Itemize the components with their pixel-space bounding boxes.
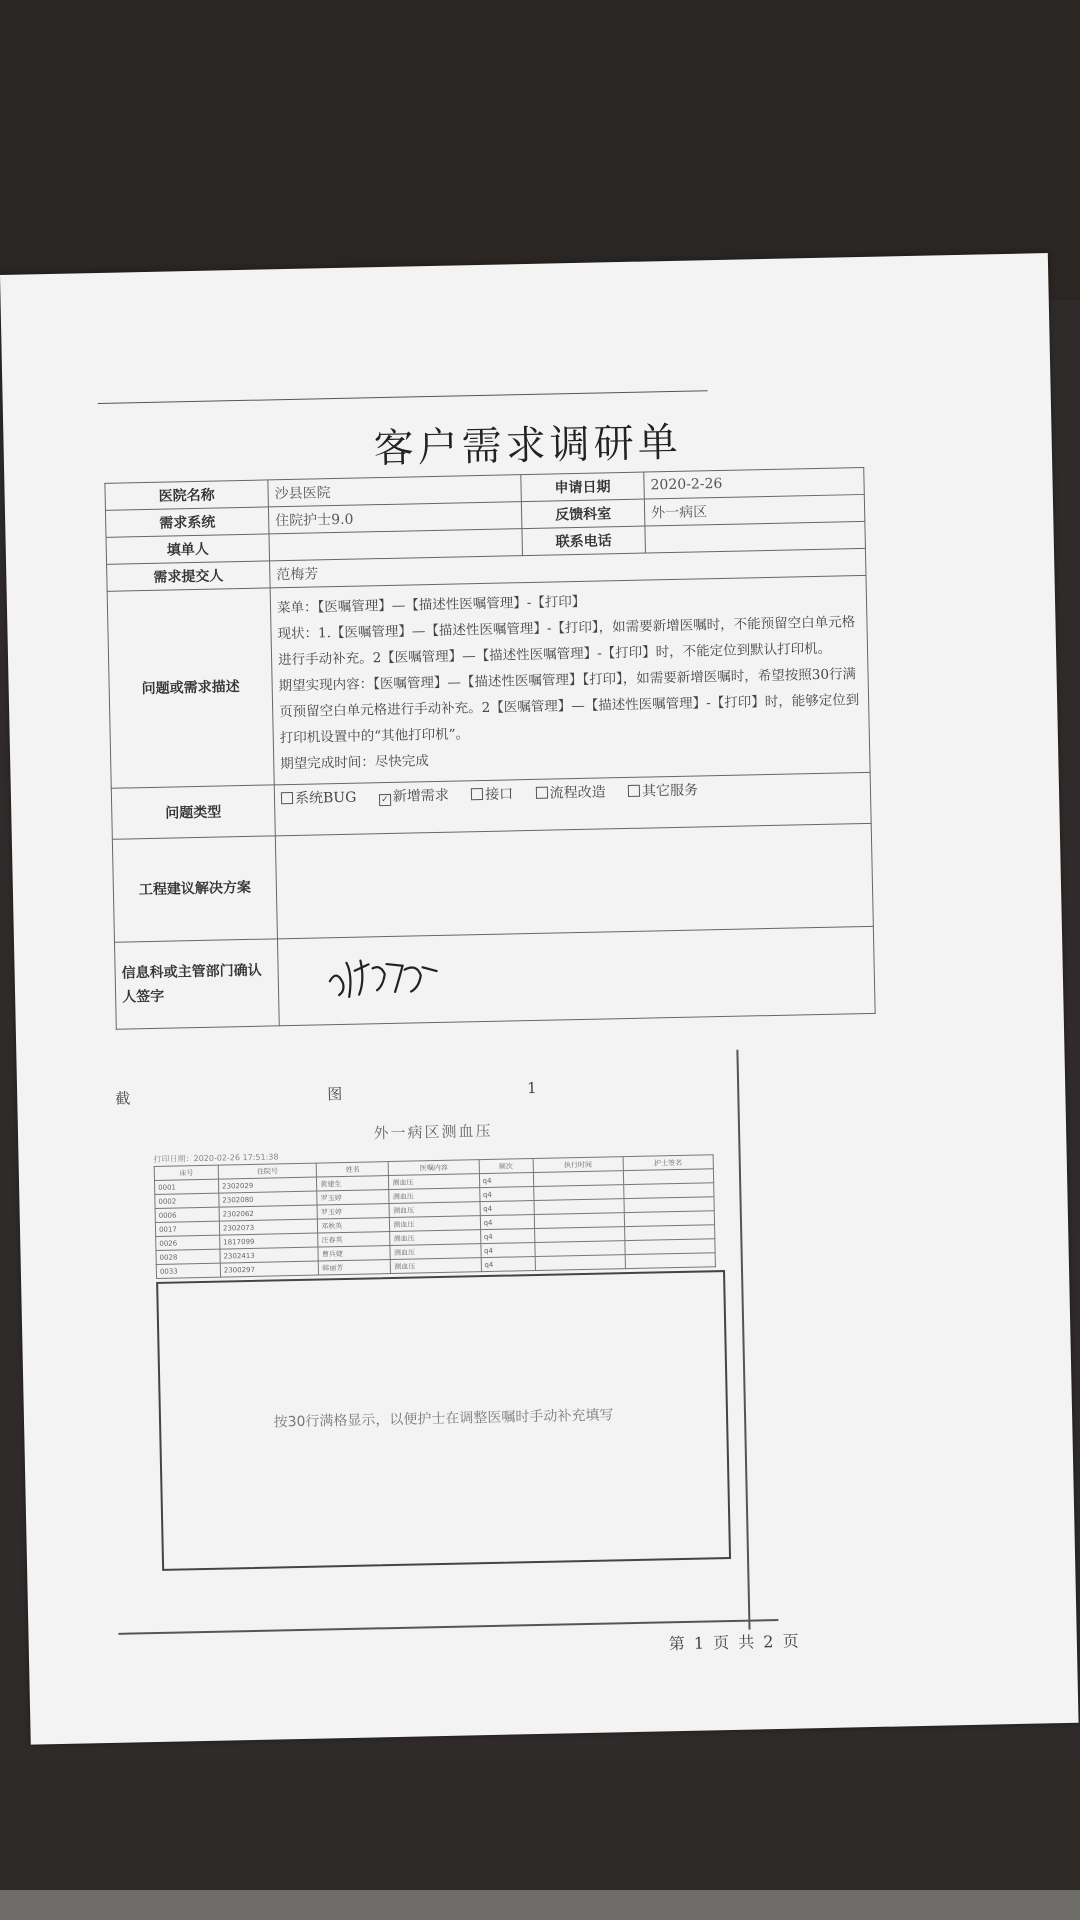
signature-cell: [277, 926, 875, 1025]
screenshot-print-time: 打印日期：2020-02-26 17:51:38: [153, 1152, 279, 1164]
col-exec-time: 执行时间: [533, 1157, 623, 1173]
problem-type-label: 问题类型: [111, 785, 275, 839]
blank-area-box: [156, 1270, 731, 1571]
signoff-label: 信息科或主管部门确认人签字: [114, 939, 279, 1029]
description-body: [270, 575, 870, 784]
hospital-label: 医院名称: [105, 480, 269, 510]
document-page: [0, 253, 1079, 1745]
engineer-value: [275, 823, 873, 938]
embedded-screenshot: [153, 1107, 863, 1612]
description-current: 现状：1.【医嘱管理】—【描述性医嘱管理】-【打印】，如需要新增医嘱时，不能预留空白单元格进行手动补充。2【医嘱管理】—【描述性医嘱管理】-【打印】时，不能定位到默认打印机。: [277, 614, 856, 669]
header-rule: [98, 390, 708, 404]
checkbox-icon: [471, 788, 483, 800]
hospital-value: 沙县医院: [268, 475, 522, 507]
date-label: 申请日期: [521, 472, 645, 502]
screenshot-title: 外一病区测血压: [373, 1121, 493, 1143]
request-form: [104, 467, 875, 1030]
checkbox-icon: [628, 785, 640, 797]
option-bug[interactable]: 系统BUG: [281, 787, 357, 809]
checkbox-icon: [281, 792, 293, 804]
table-row: 0028 2302413 曹兵婕 测血压 q4: [156, 1239, 715, 1265]
engineer-label: 工程建议解决方案: [112, 836, 277, 942]
caption-char-1: 截: [115, 1089, 131, 1108]
checkbox-icon: [535, 787, 547, 799]
option-interface[interactable]: 接口: [471, 783, 513, 804]
caption-number: 1: [526, 1078, 537, 1098]
caption-char-2: 图: [327, 1085, 343, 1104]
option-new-requirement[interactable]: ✓ 新增需求: [379, 785, 449, 806]
col-nurse: 护士签名: [623, 1155, 713, 1171]
dept-label: 反馈科室: [521, 499, 645, 529]
checkbox-checked-icon: ✓: [379, 794, 391, 806]
col-name: 姓名: [316, 1162, 388, 1178]
system-label: 需求系统: [105, 507, 269, 537]
col-frequency: 频次: [479, 1159, 533, 1174]
table-row: 0017 2302073 邓秋英 测血压 q4: [155, 1211, 714, 1237]
description-label: 问题或需求描述: [107, 588, 274, 788]
table-row: 0006 2302062 罗玉婷 测血压 q4: [155, 1197, 714, 1223]
table-row: 0001 2302029 黄建生 测血压 q4: [154, 1169, 713, 1195]
phone-label: 联系电话: [522, 526, 646, 556]
dept-value: 外一病区: [644, 494, 865, 526]
screenshot-table: [154, 1154, 716, 1279]
col-admission: 住院号: [218, 1163, 317, 1179]
filler-label: 填单人: [106, 534, 270, 564]
description-deadline: 期望完成时间：尽快完成: [280, 753, 429, 773]
col-order: 医嘱内容: [389, 1160, 479, 1176]
table-row: 0033 2300297 韩丽芳 测血压 q4: [156, 1253, 715, 1279]
col-bed: 床号: [154, 1165, 218, 1180]
option-other[interactable]: 其它服务: [628, 779, 698, 800]
system-value: 住院护士9.0: [268, 502, 522, 534]
table-row: 0002 2302080 罗玉婷 测血压 q4: [155, 1183, 714, 1209]
handwritten-signature: [324, 949, 445, 1002]
submitter-label: 需求提交人: [107, 561, 271, 591]
table-row: 0026 1817099 汪春英 测血压 q4: [156, 1225, 715, 1251]
date-value: 2020-2-26: [644, 467, 865, 499]
signature-area: [284, 930, 869, 1022]
option-process[interactable]: 流程改造: [535, 781, 605, 802]
screenshot-note: 按30行满格显示，以便护士在调整医嘱时手动补充填写: [273, 1407, 614, 1431]
description-expected: 期望实现内容：【医嘱管理】—【描述性医嘱管理】【打印】，如需要新增医嘱时，希望按照30行满页预留空白单元格进行手动补充。2【医嘱管理】—【描述性医嘱管理】-【打印】时，能够定位到打印机设置中的“其他打印机”。: [278, 666, 860, 747]
floor-strip: [0, 1890, 1080, 1920]
page-number: 第 1 页 共 2 页: [668, 1631, 801, 1654]
document-title: 客户需求调研单: [373, 419, 683, 473]
description-menu: 菜单：【医嘱管理】—【描述性医嘱管理】-【打印】: [276, 593, 586, 617]
submitter-value: 范梅芳: [270, 548, 866, 587]
